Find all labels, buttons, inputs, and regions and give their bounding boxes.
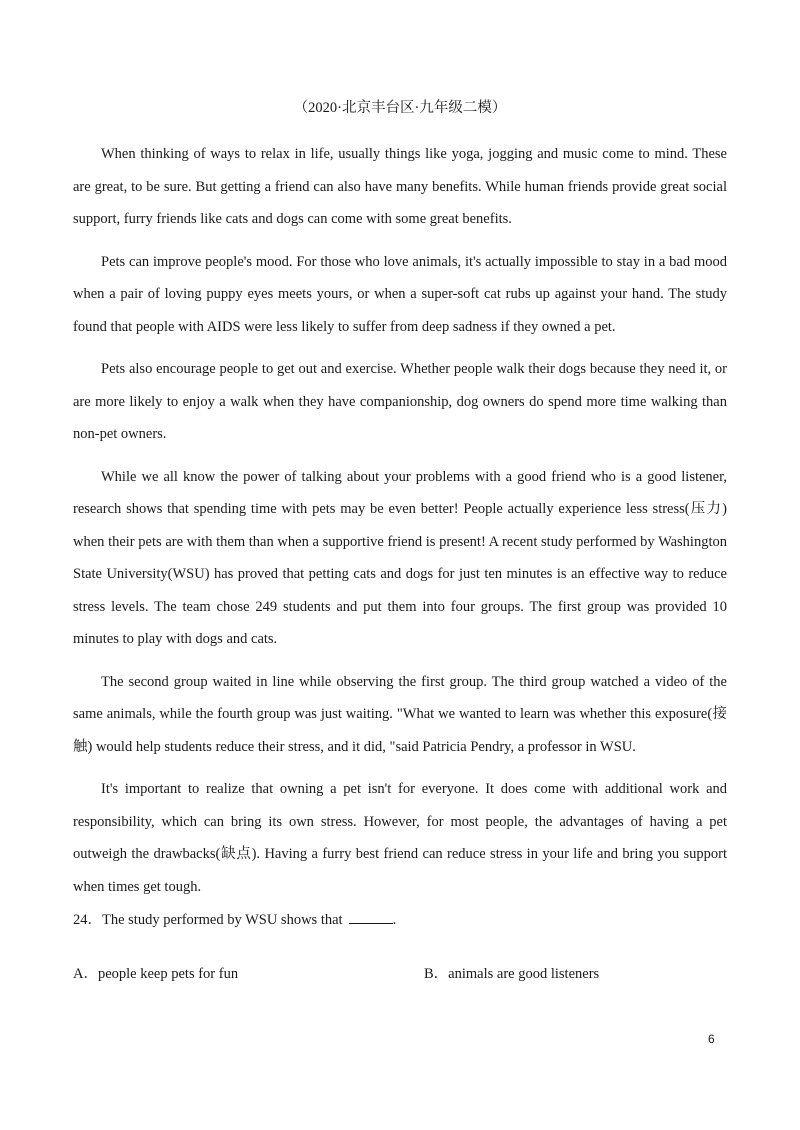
answer-blank (349, 909, 393, 924)
paragraph-6: It's important to realize that owning a pet isn't for everyone. It does come with additional work and responsibility, which can bring its own stress. However, for most people, the advantages of having a pet outweigh the drawbacks(缺点). Having a furry best friend can reduce stress in your life and bring you support when times get tough. (73, 781, 727, 895)
source-heading: （2020·北京丰台区·九年级二模） (293, 100, 507, 116)
option-b: B．animals are good listeners (424, 966, 600, 982)
reading-passage (73, 138, 727, 913)
question-text: 24．The study performed by WSU shows that (73, 912, 343, 928)
paragraph-1: When thinking of ways to relax in life, usually things like yoga, jogging and music come to mind. These are great, to be sure. But getting a friend can also have many benefits. While human friends provide great social support, furry friends like cats and dogs can come with some great benefits. (73, 146, 727, 227)
question-24 (73, 908, 396, 929)
paragraph-5: The second group waited in line while observing the first group. The third group watched a video of the same animals, while the fourth group was just waiting. "What we wanted to learn was whether this exposure(接触) would help students reduce their stress, and it did, "said Patricia Pendry, a professor in WSU. (73, 673, 727, 755)
paragraph-2: Pets can improve people's mood. For those who love animals, it's actually impossible to stay in a bad mood when a pair of loving puppy eyes meets yours, or when a super-soft cat rubs up against your hand. The study found that people with AIDS were less likely to suffer from deep sadness if they owned a pet. (73, 253, 727, 335)
paragraph-4: While we all know the power of talking about your problems with a good friend who is a good listener, research shows that spending time with pets may be even better! People actually experience less stress(压力) when their pets are with them than when a supportive friend is present! A recent study performed by Washington State University(WSU) has proved that petting cats and dogs for just ten minutes is an effective way to reduce stress levels. The team chose 249 students and put them into four groups. The first group was provided 10 minutes to play with dogs and cats. (73, 468, 727, 647)
paragraph-3: Pets also encourage people to get out and exercise. Whether people walk their dogs because they need it, or are more likely to enjoy a walk when they have companionship, dog owners do spend more time walking than non-pet owners. (73, 361, 727, 442)
question-end: . (392, 912, 397, 928)
page-number: 6 (708, 1032, 715, 1046)
option-a: A．people keep pets for fun (73, 966, 239, 982)
